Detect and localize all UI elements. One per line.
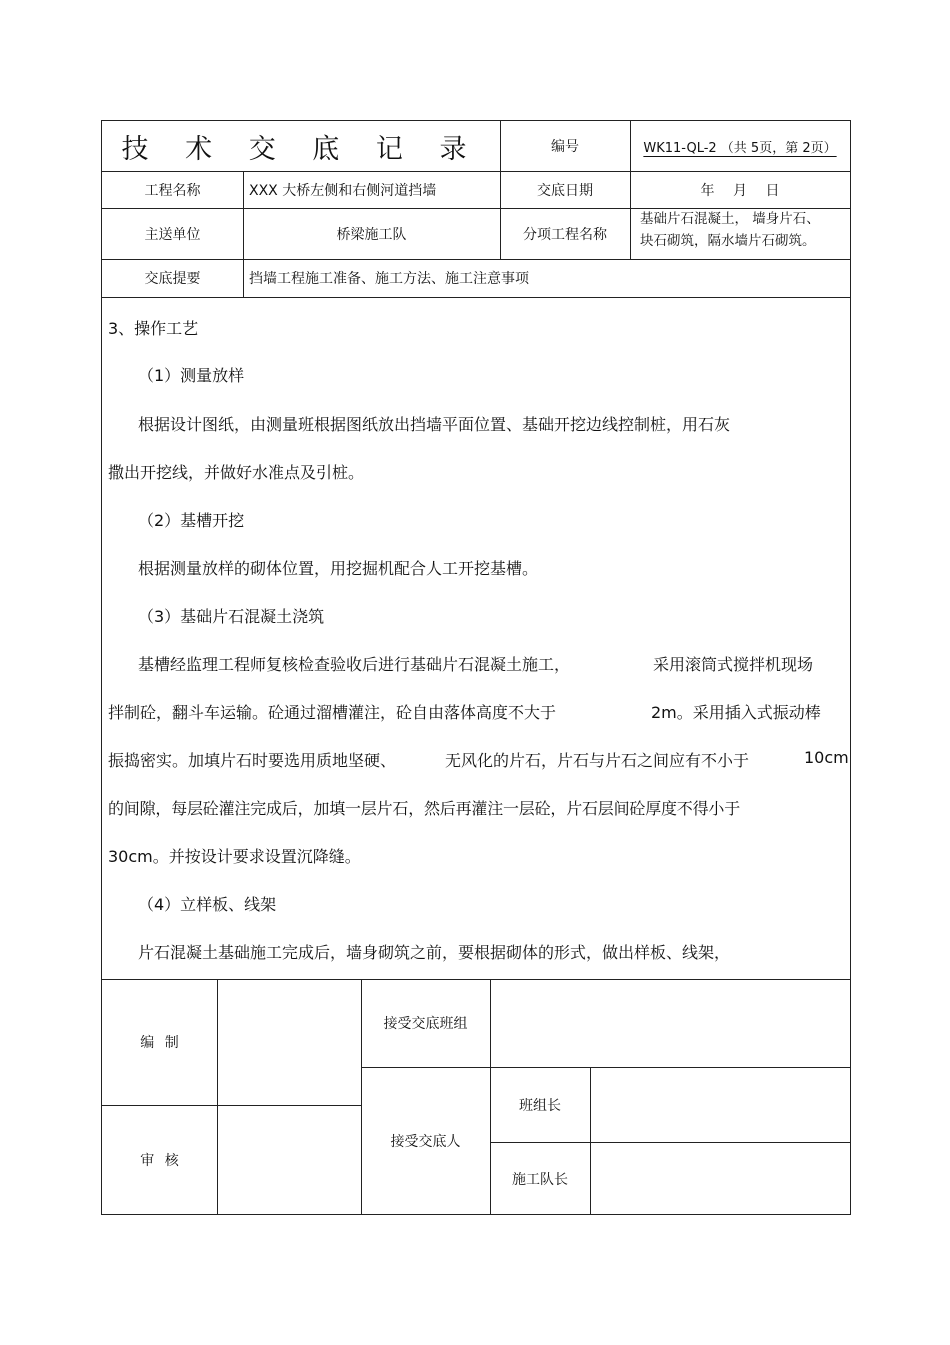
receiver-label: 接受交底人 [390,1134,461,1150]
team-leader-label: 班组长 [519,1097,561,1114]
content-line: 3、操作工艺 [108,319,199,338]
sub-project-line: 块石砌筑，隔水墙片石砌筑。 [640,233,816,249]
review-signature [217,1105,361,1215]
team-value [490,979,850,1067]
tech-disclosure-form [101,120,851,1215]
content-line: 片石混凝土基础施工完成后，墙身砌筑之前，要根据砌体的形式，做出样板、线架， [138,943,731,962]
form-title: 技 术 交 底 记 录 [121,133,481,165]
content-line: 的间隙，每层砼灌注完成后，加填一层片石，然后再灌注一层砼，片石层间砼厚度不得小于 [108,799,741,818]
row-divider [102,297,850,298]
sub-project-line: 基础片石混凝土， 墙身片石、 [640,211,820,227]
project-name-value: XXX 大桥左侧和右侧河道挡墙 [249,182,437,199]
content-line: （3）基础片石混凝土浇筑 [138,607,325,626]
content-line: 根据测量放样的砌体位置，用挖掘机配合人工开挖基槽。 [138,559,539,578]
sub-project-value [630,208,850,259]
content-line: （1）测量放样 [138,366,245,385]
content-line: （2）基槽开挖 [138,511,245,530]
content-line: 基槽经监理工程师复核检查验收后进行基础片石混凝土施工， [138,655,571,674]
compile-label: 编 制 [140,1035,179,1051]
content-line: 拌制砼，翻斗车运输。砼通过溜槽灌注，砼自由落体高度不大于 [108,703,557,722]
date-label: 交底日期 [537,182,593,199]
project-name-label: 工程名称 [144,182,201,199]
summary-value: 挡墙工程施工准备、施工方法、施工注意事项 [249,271,529,287]
content-line: 根据设计图纸，由测量班根据图纸放出挡墙平面位置、基础开挖边线控制桩，用石灰 [138,415,731,434]
unit-label: 主送单位 [144,226,201,243]
number-value-text: WK11-QL-2 （共 5页，第 2页） [643,140,837,156]
content-line: 撒出开挖线，并做好水准点及引桩。 [108,463,365,482]
team-leader-signature [590,1067,850,1142]
content-line: （4）立样板、线架 [138,895,277,914]
content-line: 30cm。并按设计要求设置沉降缝。 [108,847,361,866]
number-label: 编号 [551,139,579,155]
number-value [630,121,850,171]
content-line: 无风化的片石，片石与片石之间应有不小于 [445,751,750,770]
review-label: 审 核 [140,1153,179,1169]
content-line: 振捣密实。加填片石时要选用质地坚硬、 [108,751,397,770]
summary-label: 交底提要 [144,271,201,287]
team-label: 接受交底班组 [383,1016,468,1032]
sub-project-label: 分项工程名称 [523,226,607,243]
date-value: 年 月 日 [700,182,780,199]
content-line: 2m。采用插入式振动棒 [651,703,821,722]
captain-signature [590,1142,850,1215]
captain-label: 施工队长 [512,1171,568,1188]
unit-value: 桥梁施工队 [336,226,407,243]
content-line: 10cm [804,748,849,767]
content-line: 采用滚筒式搅拌机现场 [653,655,814,674]
compile-signature [217,979,361,1105]
